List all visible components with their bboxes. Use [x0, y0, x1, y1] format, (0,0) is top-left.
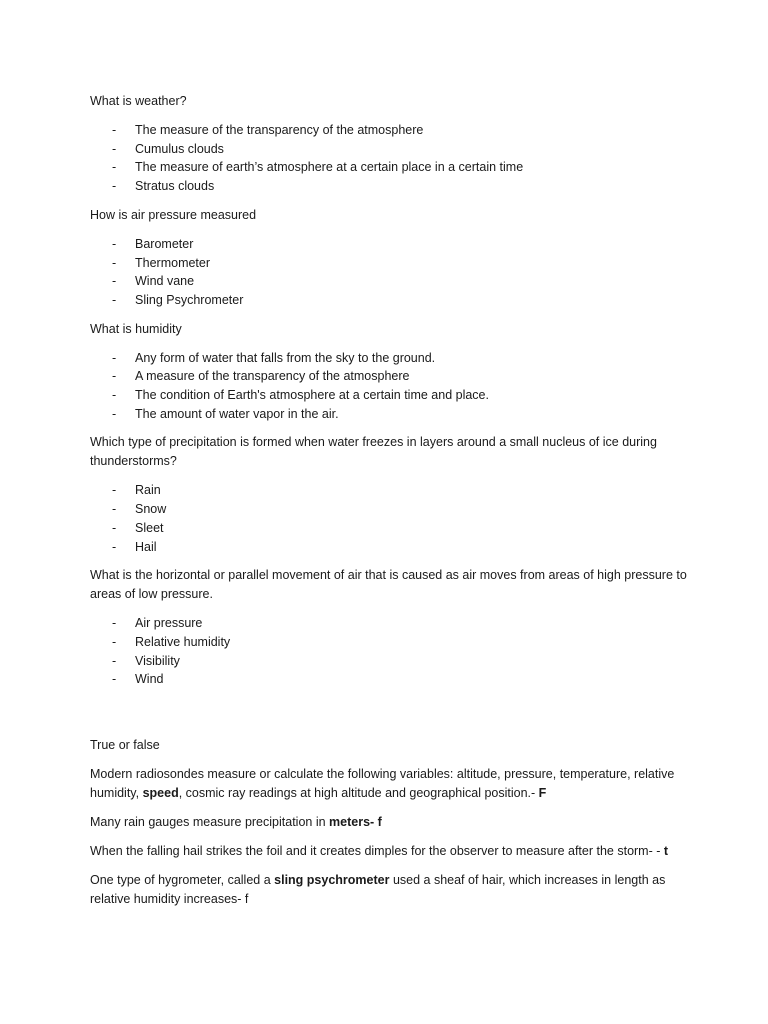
- statement-1: [90, 765, 690, 803]
- dash-bullet: -: [112, 653, 117, 668]
- statement-text: , cosmic ray readings at high altitude and geographical position.-: [178, 786, 539, 801]
- list-item: [90, 405, 690, 424]
- option-text: Wind vane: [135, 274, 195, 289]
- list-item: [90, 291, 690, 310]
- dash-bullet: -: [112, 502, 117, 517]
- option-text: Air pressure: [135, 616, 203, 631]
- statement-2: [90, 813, 690, 832]
- statement-answer: F: [538, 786, 547, 801]
- dash-bullet: -: [112, 236, 117, 251]
- list-item: [90, 140, 690, 159]
- list-item: [90, 177, 690, 196]
- option-text: Snow: [135, 502, 167, 517]
- option-text: Visibility: [135, 653, 180, 668]
- option-text: Any form of water that falls from the sky to the ground.: [135, 350, 436, 365]
- option-list: [90, 349, 690, 424]
- section-heading: True or false: [90, 738, 160, 753]
- dash-bullet: -: [112, 292, 117, 307]
- dash-bullet: -: [112, 539, 117, 554]
- question-prompt: What is the horizontal or parallel movement of air that is caused as air moves from areas of high pressure to areas of low pressure.: [90, 568, 687, 602]
- dash-bullet: -: [112, 388, 117, 403]
- dash-bullet: -: [112, 616, 117, 631]
- option-text: Thermometer: [135, 255, 211, 270]
- dash-bullet: -: [112, 255, 117, 270]
- statement-text: Many rain gauges measure precipitation in: [90, 815, 330, 830]
- list-item: [90, 386, 690, 405]
- list-item: [90, 254, 690, 273]
- dash-bullet: -: [112, 274, 117, 289]
- option-text: Sleet: [135, 520, 164, 535]
- statement-4: [90, 871, 690, 909]
- option-list: [90, 614, 690, 689]
- statement-text: One type of hygrometer, called a: [90, 873, 275, 888]
- list-item: [90, 614, 690, 633]
- dash-bullet: -: [112, 406, 117, 421]
- dash-bullet: -: [112, 483, 117, 498]
- list-item: [90, 349, 690, 368]
- list-item: [90, 272, 690, 291]
- statement-text: When the falling hail strikes the foil and it creates dimples for the observer to measure after the storm- -: [90, 844, 664, 859]
- list-item: [90, 633, 690, 652]
- list-item: [90, 367, 690, 386]
- option-text: Rain: [135, 483, 161, 498]
- option-text: The measure of earth’s atmosphere at a certain place in a certain time: [135, 160, 524, 175]
- option-text: The measure of the transparency of the atmosphere: [135, 123, 424, 137]
- option-text: Cumulus clouds: [135, 141, 224, 156]
- option-text: Stratus clouds: [135, 179, 215, 194]
- document-page: [90, 92, 690, 909]
- dash-bullet: -: [112, 672, 117, 687]
- statement-bold: sling psychrometer: [274, 873, 390, 888]
- option-text: Hail: [135, 539, 157, 554]
- option-text: The condition of Earth's atmosphere at a certain time and place.: [135, 388, 489, 403]
- option-text: Relative humidity: [135, 634, 231, 649]
- list-item: [90, 538, 690, 557]
- dash-bullet: -: [112, 520, 117, 535]
- option-list: [90, 121, 690, 196]
- question-prompt: What is humidity: [90, 321, 182, 336]
- statement-bold: speed: [142, 786, 179, 801]
- dash-bullet: -: [112, 369, 117, 384]
- option-text: Wind: [135, 672, 164, 687]
- list-item: [90, 158, 690, 177]
- list-item: [90, 652, 690, 671]
- list-item: [90, 670, 690, 689]
- question-prompt: What is weather?: [90, 94, 187, 108]
- option-text: Sling Psychrometer: [135, 292, 244, 307]
- option-text: Barometer: [135, 236, 194, 251]
- list-item: [90, 519, 690, 538]
- question-prompt: Which type of precipitation is formed when water freezes in layers around a small nucleus of ice during thunderstorms?: [90, 435, 657, 469]
- list-item: [90, 235, 690, 254]
- statement-bold: meters- f: [329, 815, 382, 830]
- option-list: [90, 235, 690, 310]
- statement-3: [90, 842, 690, 861]
- list-item: [90, 500, 690, 519]
- statement-text: Modern radiosondes measure or calculate the following variables: altitude, pressure, temperature, relative humidity,: [90, 767, 675, 801]
- option-list: [90, 481, 690, 556]
- dash-bullet: -: [112, 141, 117, 156]
- list-item: [90, 121, 690, 140]
- dash-bullet: -: [112, 123, 117, 137]
- dash-bullet: -: [112, 160, 117, 175]
- dash-bullet: -: [112, 179, 117, 194]
- list-item: [90, 481, 690, 500]
- option-text: A measure of the transparency of the atmosphere: [135, 369, 410, 384]
- option-text: The amount of water vapor in the air.: [135, 406, 339, 421]
- dash-bullet: -: [112, 350, 117, 365]
- statement-text: used a sheaf of hair, which increases in length as relative humidity increases- f: [90, 873, 666, 907]
- question-prompt: How is air pressure measured: [90, 207, 257, 222]
- statement-answer: t: [663, 844, 669, 859]
- dash-bullet: -: [112, 634, 117, 649]
